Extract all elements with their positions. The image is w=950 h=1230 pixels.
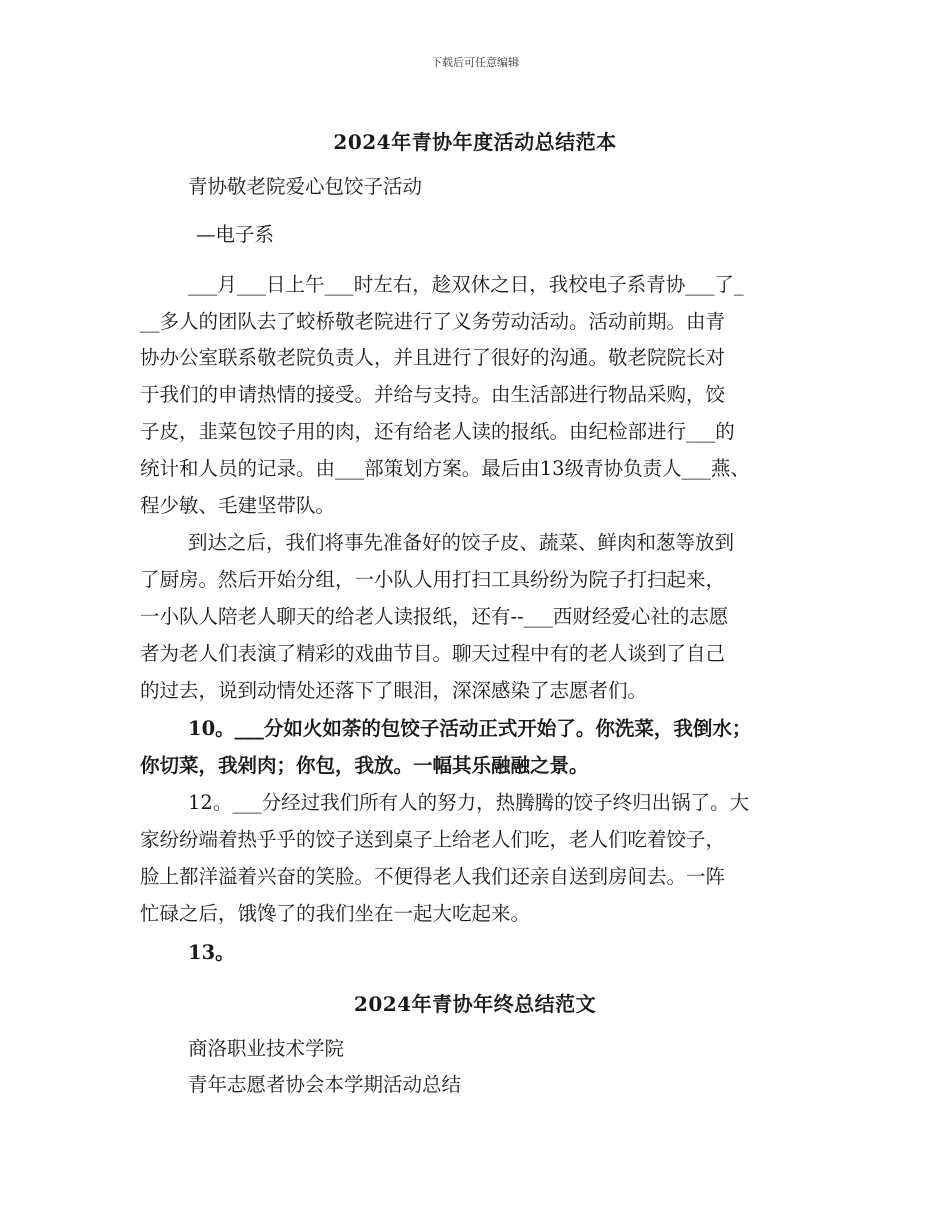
paragraph-line: 于我们的申请热情的接受。并给与支持。由生活部进行物品采购，饺 [140,383,726,406]
paragraph-line: 程少敏、毛建坚带队。 [140,494,336,517]
paragraph-line: 的过去，说到动情处还落下了眼泪，深深感染了志愿者们。 [140,679,648,702]
page-header-note: 下载后可任意编辑 [431,56,519,69]
paragraph-line: 忙碌之后，饿馋了的我们坐在一起大吃起来。 [140,902,531,925]
paragraph-line-bold: 你切菜，我剁肉；你包，我放。一幅其乐融融之景。 [140,754,589,777]
paragraph-line: ___月___日上午___时左右，趁双休之日，我校电子系青协___了_ [188,273,744,296]
paragraph-line: 家纷纷端着热乎乎的饺子送到桌子上给老人们吃，老人们吃着饺子， [140,828,726,851]
paragraph-line: 到达之后，我们将事先准备好的饺子皮、蔬菜、鲜肉和葱等放到 [188,531,735,554]
department-signature: —电子系 [196,223,275,246]
paragraph-line: __多人的团队去了蛟桥敬老院进行了义务劳动活动。活动前期。由青 [140,310,726,333]
paragraph-line-bold: 13。 [188,941,235,964]
paragraph-line: 者为老人们表演了精彩的戏曲节目。聊天过程中有的老人谈到了自己 [140,642,726,665]
paragraph-line: 了厨房。然后开始分组，一小队人用打扫工具纷纷为院子打扫起来， [140,568,726,591]
document-title: 2024年青协年度活动总结范本 [333,130,617,154]
second-document-title: 2024年青协年终总结范文 [353,992,597,1016]
paragraph-line-bold: 10。___分如火如荼的包饺子活动正式开始了。你洗菜，我倒水； [188,717,752,740]
paragraph-line: 统计和人员的记录。由___部策划方案。最后由13级青协负责人___燕、 [140,457,750,480]
paragraph-line: 一小队人陪老人聊天的给老人读报纸，还有--___西财经爱心社的志愿 [140,605,729,628]
paragraph-line: 子皮，韭菜包饺子用的肉，还有给老人读的报纸。由纪检部进行___的 [140,420,735,443]
school-name: 商洛职业技术学院 [188,1037,345,1060]
paragraph-line: 12。___分经过我们所有人的努力，热腾腾的饺子终归出锅了。大 [188,791,750,814]
summary-subtitle: 青年志愿者协会本学期活动总结 [188,1073,462,1096]
paragraph-line: 脸上都洋溢着兴奋的笑脸。不便得老人我们还亲自送到房间去。一阵 [140,865,726,888]
activity-subtitle: 青协敬老院爱心包饺子活动 [188,175,423,198]
paragraph-line: 协办公室联系敬老院负责人，并且进行了很好的沟通。敬老院院长对 [140,346,726,369]
